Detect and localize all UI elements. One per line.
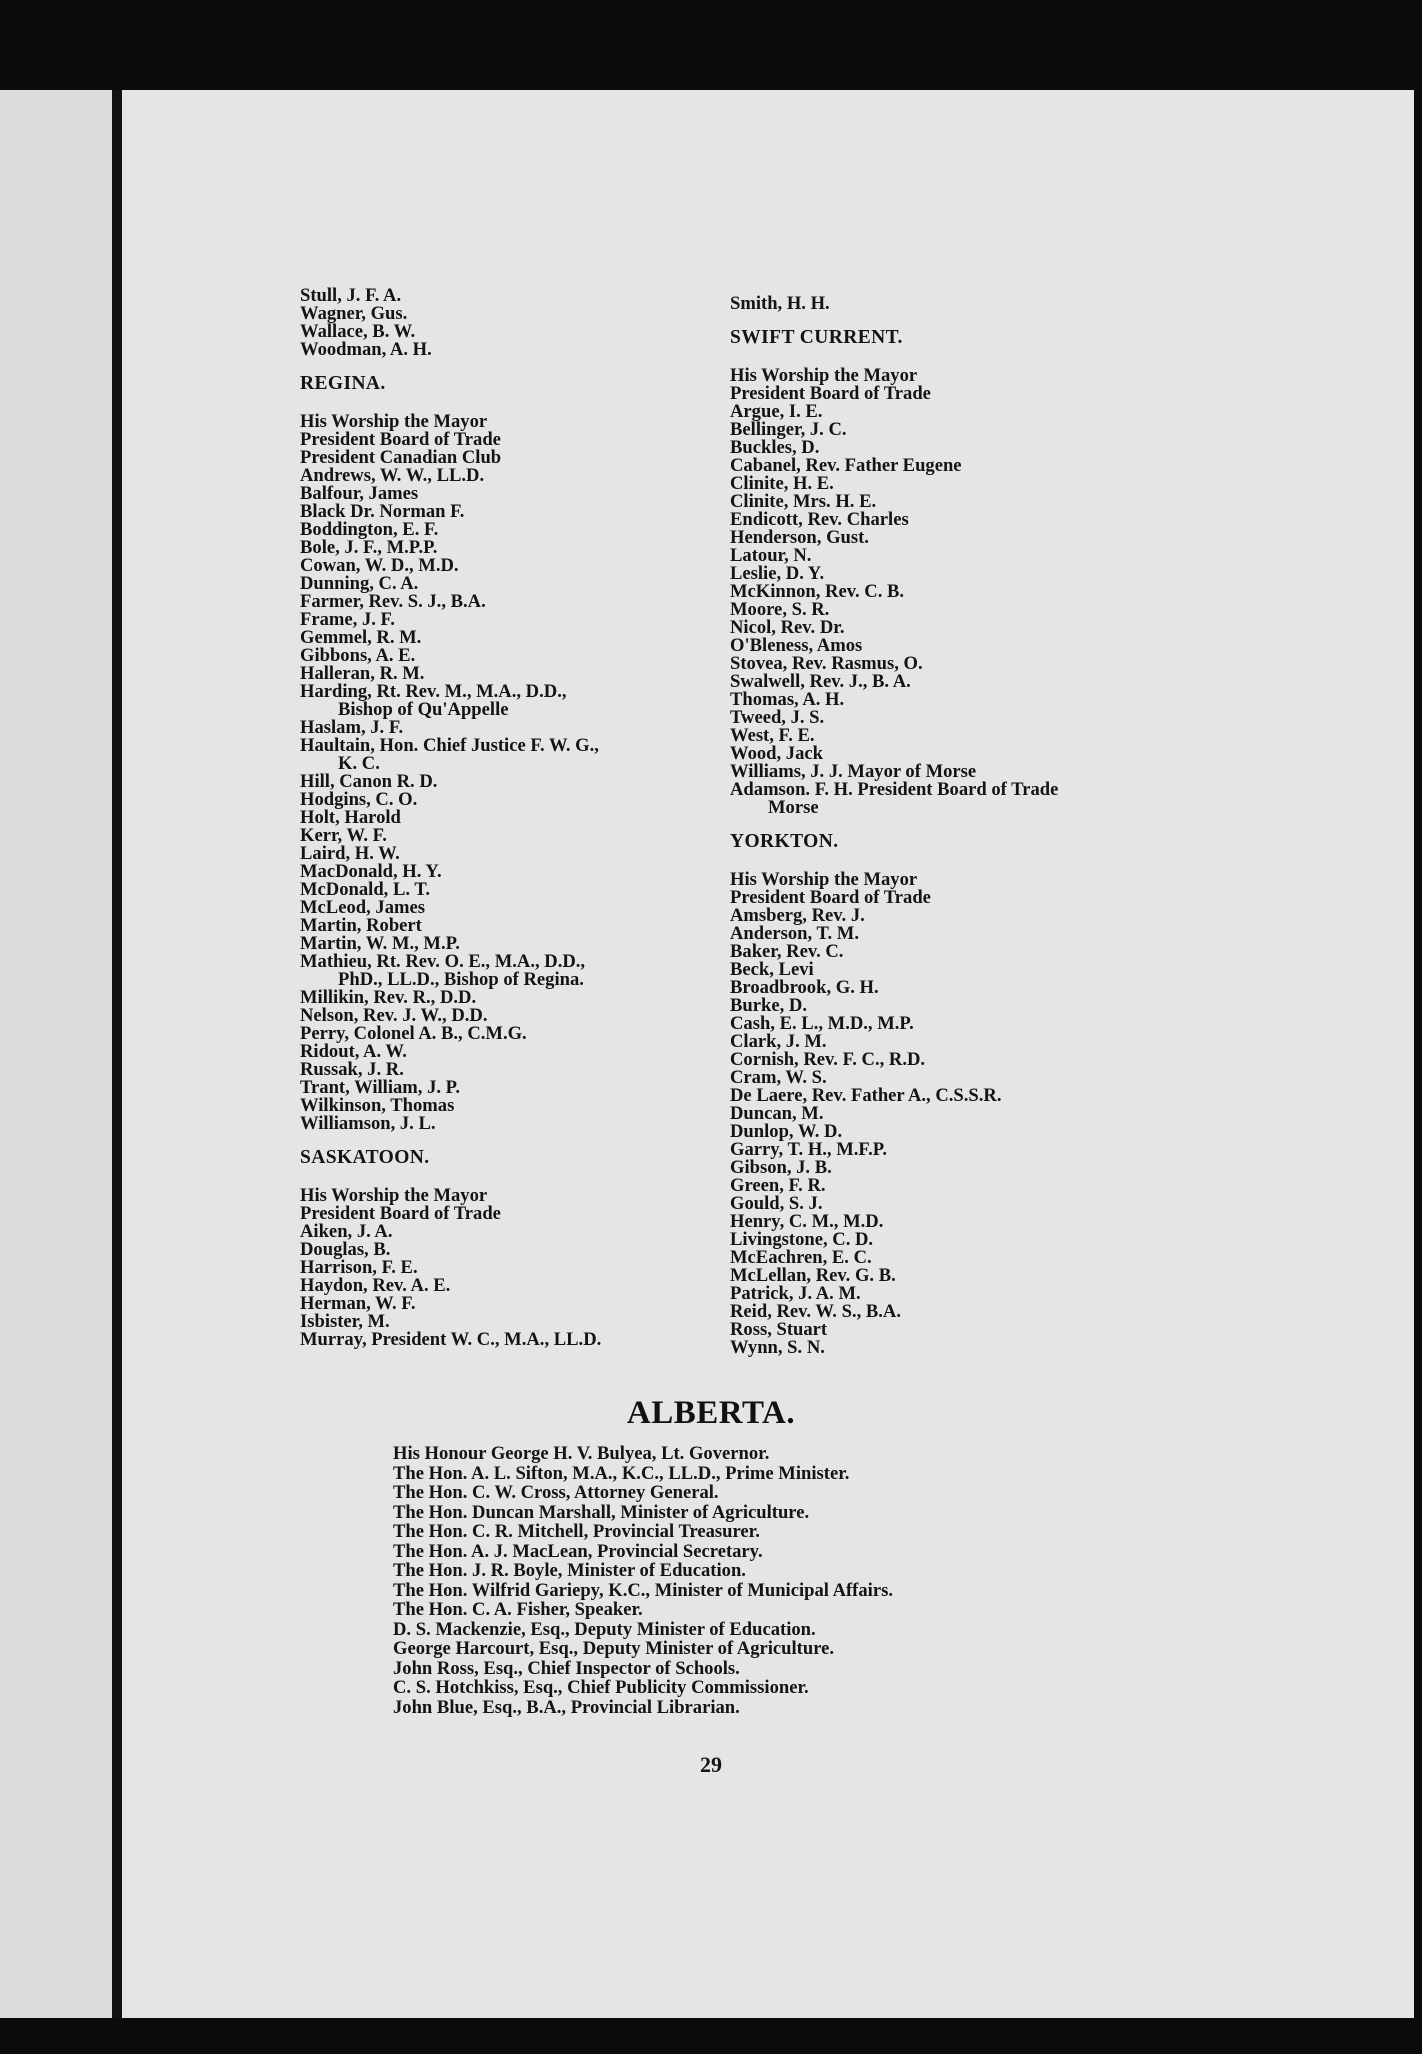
directory-entry: Green, F. R.: [730, 1175, 826, 1196]
left-column: [300, 287, 601, 1349]
right-column: [730, 295, 1058, 1357]
directory-entry: Cornish, Rev. F. C., R.D.: [730, 1049, 926, 1070]
directory-entry: O'Bleness, Amos: [730, 635, 863, 656]
directory-entry: Wagner, Gus.: [300, 303, 408, 324]
directory-entry: McKinnon, Rev. C. B.: [730, 581, 905, 602]
alberta-entry: George Harcourt, Esq., Deputy Minister of Agriculture.: [393, 1638, 835, 1659]
section-heading: REGINA.: [300, 373, 386, 394]
directory-entry: Smith, H. H.: [730, 293, 830, 314]
alberta-entry: John Blue, Esq., B.A., Provincial Librarian.: [393, 1696, 740, 1718]
directory-entry: Stovea, Rev. Rasmus, O.: [730, 653, 923, 674]
directory-entry: Gould, S. J.: [730, 1193, 823, 1214]
directory-entry: Perry, Colonel A. B., C.M.G.: [300, 1023, 527, 1044]
directory-entry: McDonald, L. T.: [300, 879, 431, 900]
directory-entry: Cowan, W. D., M.D.: [300, 555, 459, 576]
directory-entry: Trant, William, J. P.: [300, 1077, 460, 1098]
directory-entry: Clinite, Mrs. H. E.: [730, 491, 877, 512]
directory-entry: His Worship the Mayor: [300, 411, 488, 432]
alberta-list: [393, 1444, 893, 1717]
directory-entry: Haslam, J. F.: [300, 717, 404, 738]
directory-entry: Thomas, A. H.: [730, 689, 845, 710]
directory-entry: Halleran, R. M.: [300, 663, 425, 684]
directory-entry: Clinite, H. E.: [730, 473, 834, 494]
directory-entry: Millikin, Rev. R., D.D.: [300, 987, 477, 1008]
section-heading: SASKATOON.: [300, 1147, 430, 1168]
directory-entry: Livingstone, C. D.: [730, 1229, 874, 1250]
directory-entry: PhD., LL.D., Bishop of Regina.: [338, 969, 584, 990]
directory-entry: His Worship the Mayor: [730, 869, 918, 890]
directory-entry: Douglas, B.: [300, 1239, 391, 1260]
alberta-entry: The Hon. C. W. Cross, Attorney General.: [393, 1482, 719, 1503]
directory-entry: Haydon, Rev. A. E.: [300, 1275, 451, 1296]
directory-entry: Frame, J. F.: [300, 609, 395, 630]
directory-entry: Bellinger, J. C.: [730, 419, 847, 440]
facing-page-edge: [0, 90, 112, 2018]
directory-entry: Broadbrook, G. H.: [730, 977, 879, 998]
directory-entry: Wood, Jack: [730, 743, 823, 764]
directory-entry: De Laere, Rev. Father A., C.S.S.R.: [730, 1085, 1002, 1106]
directory-entry: Endicott, Rev. Charles: [730, 509, 909, 530]
directory-entry: Murray, President W. C., M.A., LL.D.: [300, 1329, 602, 1350]
directory-entry: Gibson, J. B.: [730, 1157, 832, 1178]
directory-entry: Patrick, J. A. M.: [730, 1283, 861, 1304]
directory-entry: McLeod, James: [300, 897, 425, 918]
directory-entry: President Board of Trade: [300, 429, 501, 450]
directory-entry: Martin, Robert: [300, 915, 422, 936]
directory-entry: Williams, J. J. Mayor of Morse: [730, 761, 977, 782]
directory-entry: Cabanel, Rev. Father Eugene: [730, 455, 962, 476]
directory-entry: Harding, Rt. Rev. M., M.A., D.D.,: [300, 681, 567, 702]
directory-entry: Nicol, Rev. Dr.: [730, 617, 845, 638]
directory-entry: Ross, Stuart: [730, 1319, 828, 1340]
alberta-entry: The Hon. J. R. Boyle, Minister of Education.: [393, 1560, 746, 1581]
directory-entry: Latour, N.: [730, 545, 812, 566]
directory-entry: Russak, J. R.: [300, 1059, 404, 1080]
directory-entry: K. C.: [338, 753, 380, 774]
directory-entry: Isbister, M.: [300, 1311, 390, 1332]
directory-entry: West, F. E.: [730, 725, 815, 746]
directory-entry: Hill, Canon R. D.: [300, 771, 438, 792]
directory-entry: Harrison, F. E.: [300, 1257, 418, 1278]
directory-entry: Amsberg, Rev. J.: [730, 905, 865, 926]
alberta-entry: D. S. Mackenzie, Esq., Deputy Minister of Education.: [393, 1618, 816, 1640]
section-heading: YORKTON.: [730, 831, 839, 852]
directory-entry: Cram, W. S.: [730, 1067, 827, 1088]
directory-entry: MacDonald, H. Y.: [300, 861, 442, 882]
directory-entry: Buckles, D.: [730, 437, 820, 458]
directory-entry: Andrews, W. W., LL.D.: [300, 465, 485, 486]
alberta-entry: The Hon. A. L. Sifton, M.A., K.C., LL.D., Prime Minister.: [393, 1462, 850, 1484]
directory-entry: Bole, J. F., M.P.P.: [300, 537, 438, 558]
alberta-entry: C. S. Hotchkiss, Esq., Chief Publicity Commissioner.: [393, 1677, 809, 1698]
directory-entry: President Board of Trade: [730, 383, 931, 404]
alberta-entry: John Ross, Esq., Chief Inspector of Schools.: [393, 1657, 740, 1679]
directory-entry: Swalwell, Rev. J., B. A.: [730, 671, 911, 692]
directory-entry: Leslie, D. Y.: [730, 563, 825, 584]
directory-entry: Stull, J. F. A.: [300, 285, 402, 306]
directory-entry: Anderson, T. M.: [730, 923, 859, 944]
section-title-alberta: ALBERTA.: [626, 1395, 796, 1431]
directory-entry: His Worship the Mayor: [730, 365, 918, 386]
directory-entry: Haultain, Hon. Chief Justice F. W. G.,: [300, 735, 599, 756]
directory-entry: Laird, H. W.: [300, 843, 400, 864]
directory-entry: Duncan, M.: [730, 1103, 824, 1124]
directory-entry: Moore, S. R.: [730, 599, 830, 620]
directory-entry: McEachren, E. C.: [730, 1247, 872, 1268]
directory-entry: Ridout, A. W.: [300, 1041, 407, 1062]
alberta-entry: The Hon. Duncan Marshall, Minister of Agriculture.: [393, 1501, 810, 1523]
directory-entry: Gibbons, A. E.: [300, 645, 416, 666]
directory-entry: Kerr, W. F.: [300, 825, 387, 846]
directory-entry: Wallace, B. W.: [300, 321, 416, 342]
directory-entry: Argue, I. E.: [730, 401, 823, 422]
alberta-entry: His Honour George H. V. Bulyea, Lt. Governor.: [393, 1443, 770, 1464]
directory-entry: Williamson, J. L.: [300, 1113, 436, 1134]
directory-entry: Garry, T. H., M.F.P.: [730, 1139, 888, 1160]
directory-entry: Dunning, C. A.: [300, 573, 419, 594]
directory-entry: Farmer, Rev. S. J., B.A.: [300, 591, 486, 612]
directory-entry: Wynn, S. N.: [730, 1337, 825, 1358]
directory-entry: His Worship the Mayor: [300, 1185, 488, 1206]
directory-entry: Nelson, Rev. J. W., D.D.: [300, 1005, 488, 1026]
directory-entry: Reid, Rev. W. S., B.A.: [730, 1301, 901, 1322]
directory-entry: Boddington, E. F.: [300, 519, 439, 540]
directory-entry: Tweed, J. S.: [730, 707, 825, 728]
alberta-entry: The Hon. C. A. Fisher, Speaker.: [393, 1599, 643, 1620]
directory-entry: Aiken, J. A.: [300, 1221, 393, 1242]
page-number: 29: [700, 1752, 722, 1777]
alberta-entry: The Hon. Wilfrid Gariepy, K.C., Minister of Municipal Affairs.: [393, 1579, 893, 1601]
section-heading: SWIFT CURRENT.: [730, 327, 903, 348]
directory-entry: Wilkinson, Thomas: [300, 1095, 455, 1116]
directory-entry: Henry, C. M., M.D.: [730, 1211, 884, 1232]
directory-entry: Henderson, Gust.: [730, 527, 869, 548]
alberta-entry: The Hon. C. R. Mitchell, Provincial Treasurer.: [393, 1521, 760, 1542]
directory-entry: Morse: [768, 797, 819, 818]
directory-entry: President Board of Trade: [730, 887, 931, 908]
directory-entry: Beck, Levi: [730, 959, 814, 980]
directory-entry: Cash, E. L., M.D., M.P.: [730, 1013, 914, 1034]
directory-entry: Gemmel, R. M.: [300, 627, 422, 648]
directory-entry: Martin, W. M., M.P.: [300, 933, 460, 954]
directory-entry: Woodman, A. H.: [300, 339, 432, 360]
directory-entry: Dunlop, W. D.: [730, 1121, 843, 1142]
directory-entry: Herman, W. F.: [300, 1293, 416, 1314]
directory-entry: Burke, D.: [730, 995, 807, 1016]
directory-entry: McLellan, Rev. G. B.: [730, 1265, 896, 1286]
alberta-entry: The Hon. A. J. MacLean, Provincial Secretary.: [393, 1540, 763, 1562]
directory-entry: Clark, J. M.: [730, 1031, 827, 1052]
directory-entry: Balfour, James: [300, 483, 419, 504]
directory-entry: Hodgins, C. O.: [300, 789, 418, 810]
directory-entry: Mathieu, Rt. Rev. O. E., M.A., D.D.,: [300, 951, 586, 972]
directory-entry: Holt, Harold: [300, 807, 401, 828]
directory-entry: President Canadian Club: [300, 447, 502, 468]
directory-entry: Baker, Rev. C.: [730, 941, 844, 962]
directory-entry: President Board of Trade: [300, 1203, 501, 1224]
directory-entry: Adamson. F. H. President Board of Trade: [730, 779, 1059, 800]
directory-entry: Black Dr. Norman F.: [300, 501, 465, 522]
directory-entry: Bishop of Qu'Appelle: [338, 699, 509, 720]
